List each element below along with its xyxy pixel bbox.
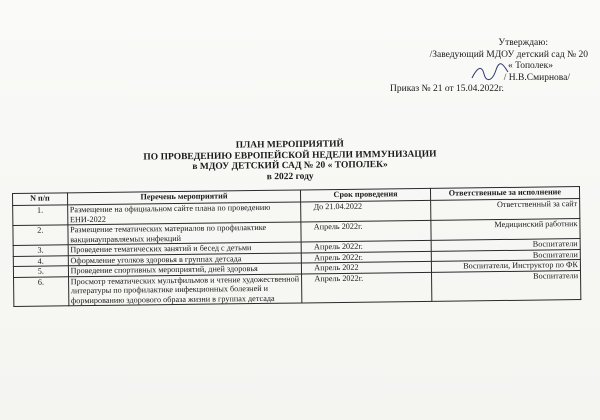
row-resp: Воспитатели	[431, 249, 580, 261]
signature-mark	[470, 62, 510, 84]
row-num: 2.	[13, 225, 68, 246]
header-resp: Ответственные за исполнение	[430, 187, 579, 201]
row-when: Апрель 2022	[302, 261, 431, 273]
title-line-4: в 2022 году	[266, 171, 314, 182]
row-when: Апрель 2022г.	[302, 272, 432, 303]
row-num: 1.	[13, 205, 68, 226]
title-line-1: ПЛАН МЕРОПРИЯТИЙ	[235, 139, 344, 151]
row-name: Размещение на официальном сайте плана по проведению ЕНИ-2022	[67, 202, 301, 225]
row-name: Проведение тематических занятий и бесед с детьми	[68, 242, 302, 255]
row-num: 3.	[13, 245, 68, 256]
row-resp: Воспитатели	[431, 239, 580, 251]
row-resp: Воспитатели	[431, 270, 581, 301]
approval-line-2: /Заведующий МДОУ детский сад № 20	[429, 49, 588, 60]
row-when: Апрель 2022г.	[301, 220, 431, 242]
row-name: Просмотр тематических мультфильмов и чтение художественной литературы по профилактике инфекционных болезней и формированию здорового образа жизни в группах детсада	[68, 273, 302, 305]
table-row	[14, 270, 581, 306]
document-title	[120, 138, 460, 184]
row-when: Апрель 2022г.	[302, 251, 431, 263]
row-num: 5.	[13, 266, 68, 277]
row-resp: Воспитатели, Инструктор по ФК	[431, 260, 580, 272]
approval-line-1: Утверждаю:	[498, 38, 548, 48]
approval-line-5: Приказ № 21 от 15.04.2022г.	[390, 84, 504, 94]
row-name: Размещение тематических материалов по профилактике вакцинауправляемых инфекций	[68, 222, 302, 245]
header-when: Срок проведения	[301, 188, 430, 202]
approval-line-3: « Тополек»	[508, 61, 553, 71]
row-num: 6.	[14, 276, 69, 306]
header-num: N п/п	[13, 193, 68, 206]
row-name: Оформление уголков здоровья в группах детсада	[68, 252, 302, 265]
row-when: Апрель 2022г.	[301, 240, 430, 252]
approval-line-4: / Н.В.Смирнова/	[503, 72, 570, 83]
row-num: 4.	[13, 255, 68, 266]
row-name: Проведение спортивных мероприятий, дней здоровья	[68, 263, 302, 276]
header-name: Перечень мероприятий	[67, 190, 301, 205]
title-line-2: ПО ПРОВЕДЕНИЮ ЕВРОПЕЙСКОЙ НЕДЕЛИ ИММУНИЗАЦИИ	[143, 148, 437, 163]
title-line-3: в МДОУ ДЕТСКИЙ САД № 20 « ТОПОЛЕК»	[192, 159, 388, 173]
row-when: До 21.04.2022	[301, 200, 431, 222]
row-resp: Ответственный за сайт	[430, 199, 580, 221]
row-resp: Медицинский работник	[431, 219, 581, 241]
plan-table	[12, 186, 581, 307]
